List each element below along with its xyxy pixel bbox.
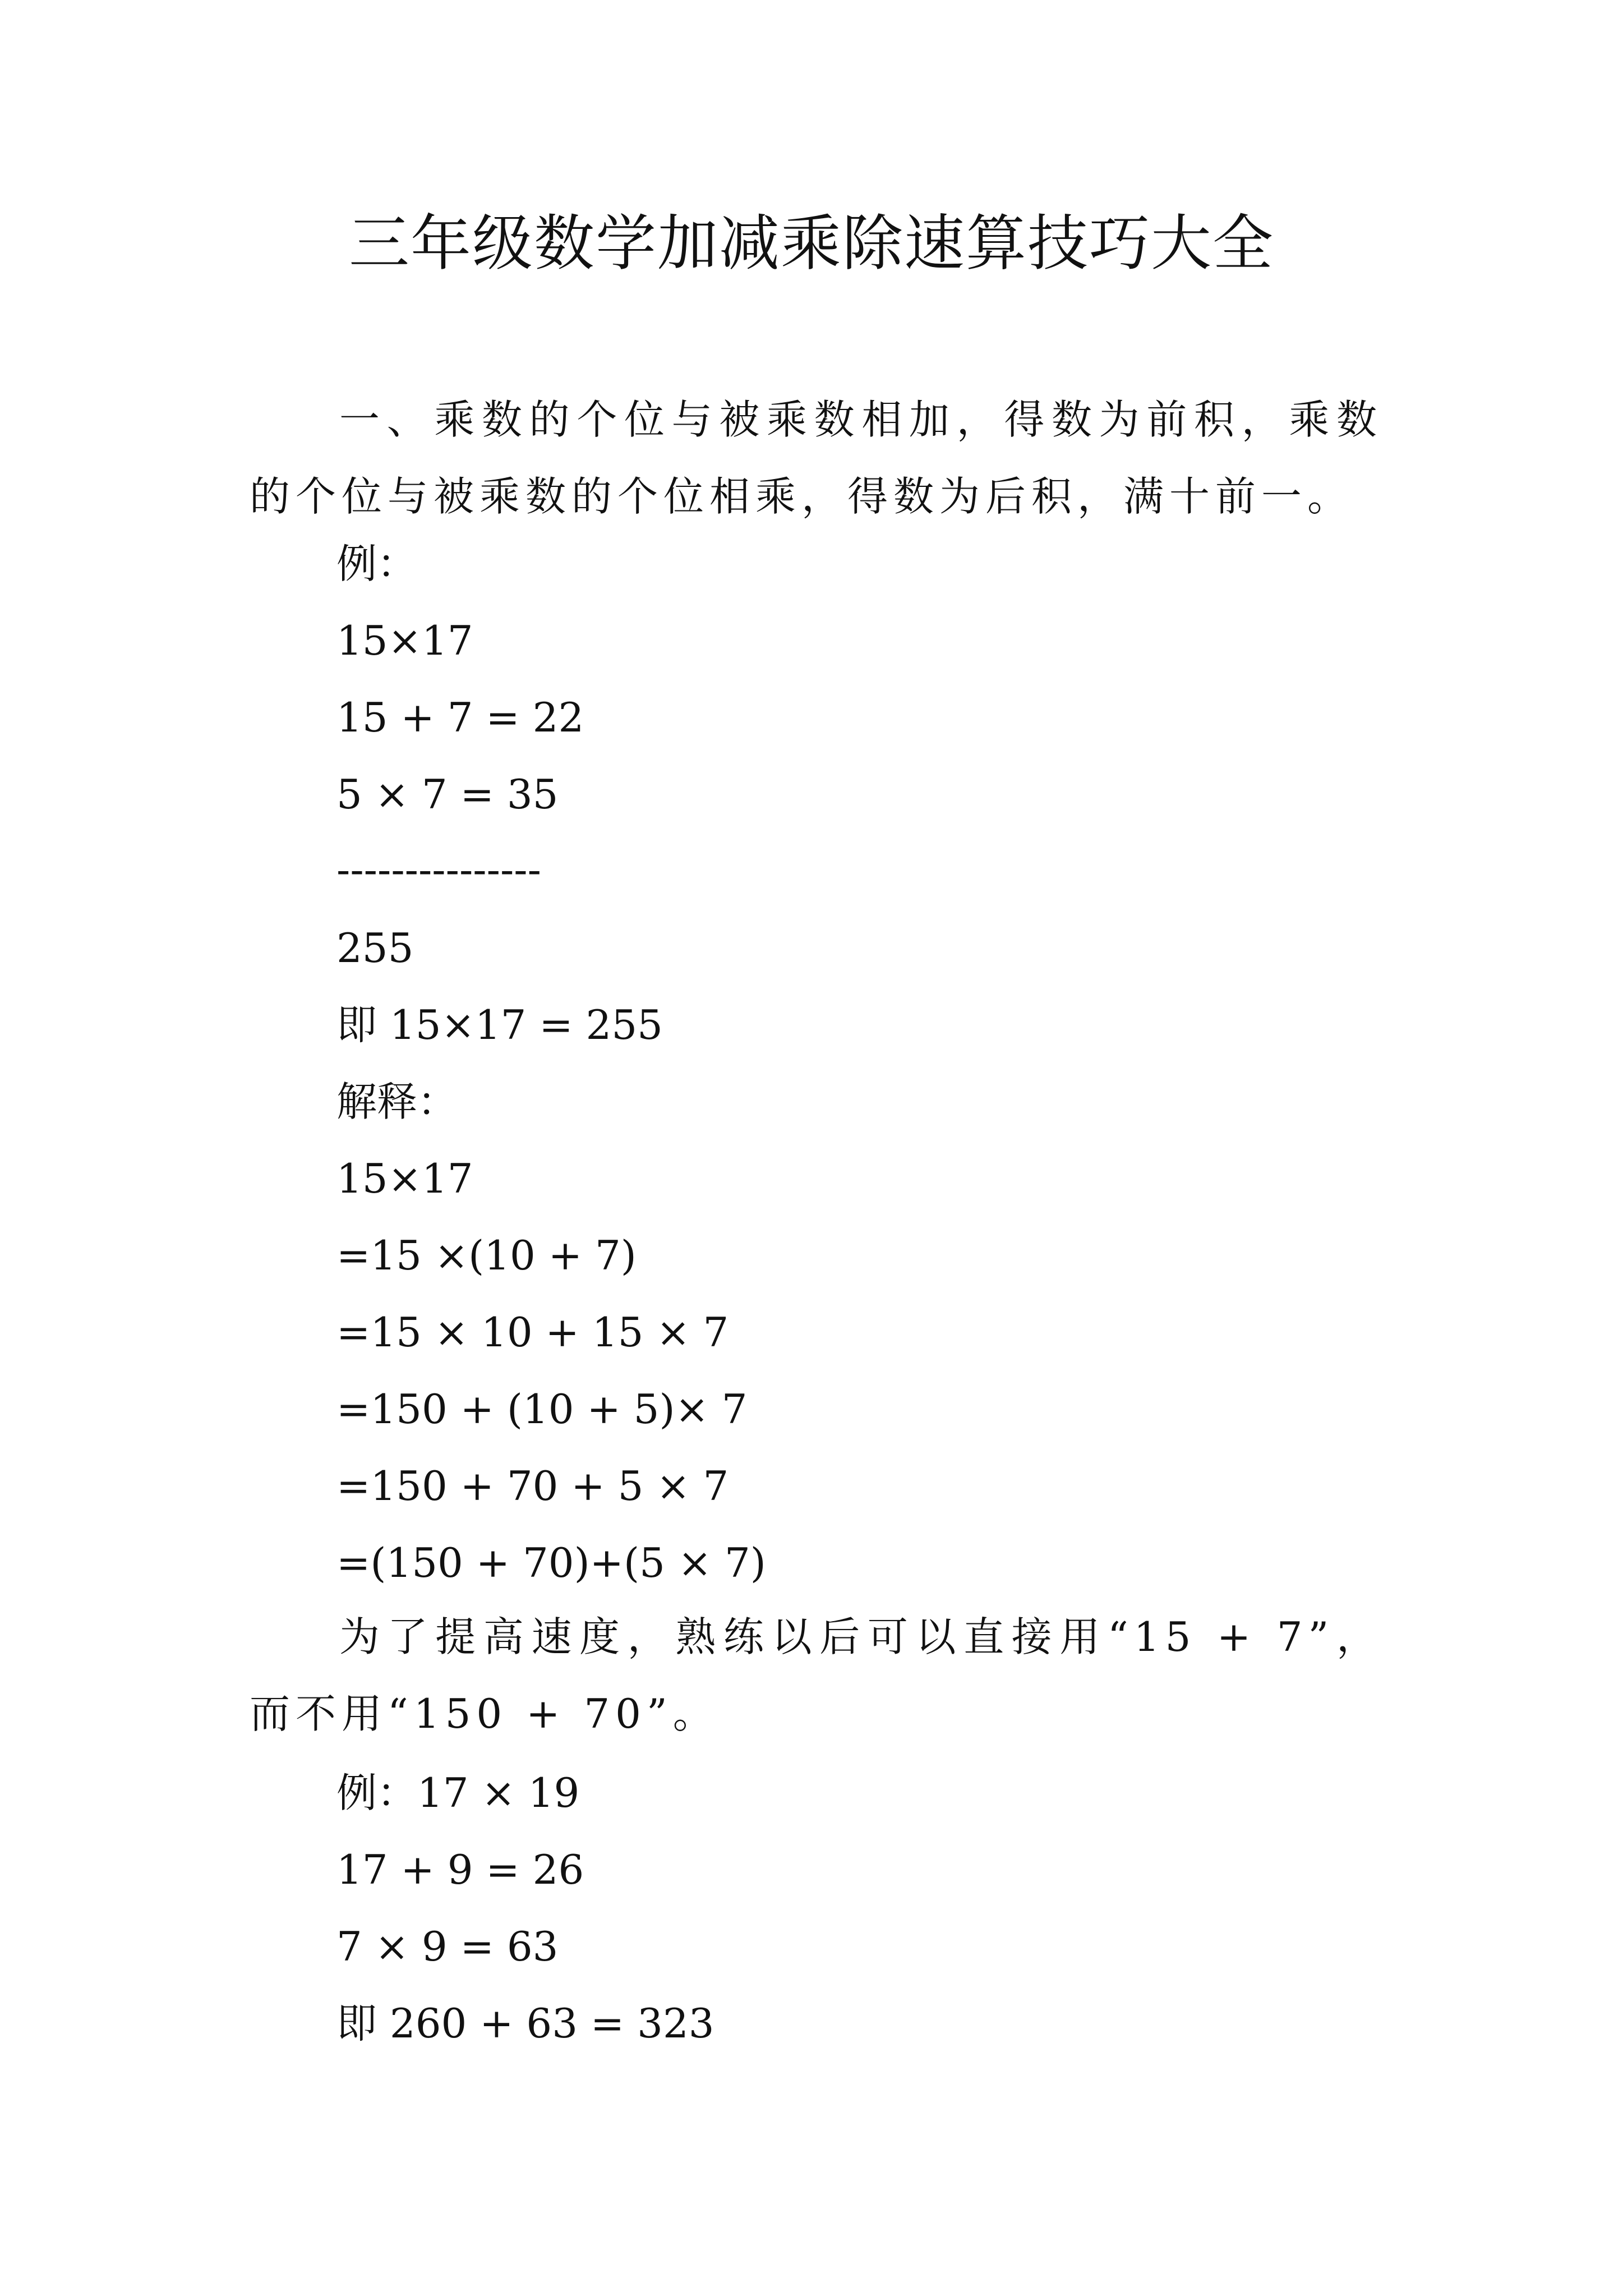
explain-line-4: =150 + (10 + 5)× 7 [336, 1386, 748, 1433]
example-line-1: 15×17 [336, 617, 473, 664]
example-line-2: 15 + 7 = 22 [336, 694, 584, 741]
example2-line-2: 17 + 9 = 26 [336, 1846, 584, 1893]
document-title: 三年级数学加减乘除速算技巧大全 [348, 209, 1274, 279]
example-divider: --------------- [336, 846, 541, 893]
example-label: 例： [336, 540, 418, 587]
example-line-3: 5 × 7 = 35 [336, 771, 559, 818]
example2-line-4: 即 260 + 63 = 323 [336, 2000, 714, 2047]
example-conclusion: 即 15×17 = 255 [336, 1001, 663, 1048]
tip-paragraph: 为了提高速度，熟练以后可以直接用“15 + 7”，而不用“150 + 70”。 [250, 1613, 1382, 1737]
explain-line-2: =15 ×(10 + 7) [336, 1232, 637, 1279]
explain-line-5: =150 + 70 + 5 × 7 [336, 1462, 729, 1510]
example-result: 255 [336, 924, 414, 972]
explain-line-3: =15 × 10 + 15 × 7 [336, 1309, 729, 1356]
explain-label: 解释： [336, 1078, 458, 1125]
explain-line-1: 15×17 [336, 1155, 473, 1202]
explain-line-6: =(150 + 70)+(5 × 7) [336, 1539, 766, 1586]
example2-line-3: 7 × 9 = 63 [336, 1923, 559, 1970]
rule-paragraph: 一、乘数的个位与被乘数相加，得数为前积，乘数的个位与被乘数的个位相乘，得数为后积，满十前一。 [250, 396, 1382, 520]
example2-line-1: 例：17 × 19 [336, 1769, 580, 1816]
